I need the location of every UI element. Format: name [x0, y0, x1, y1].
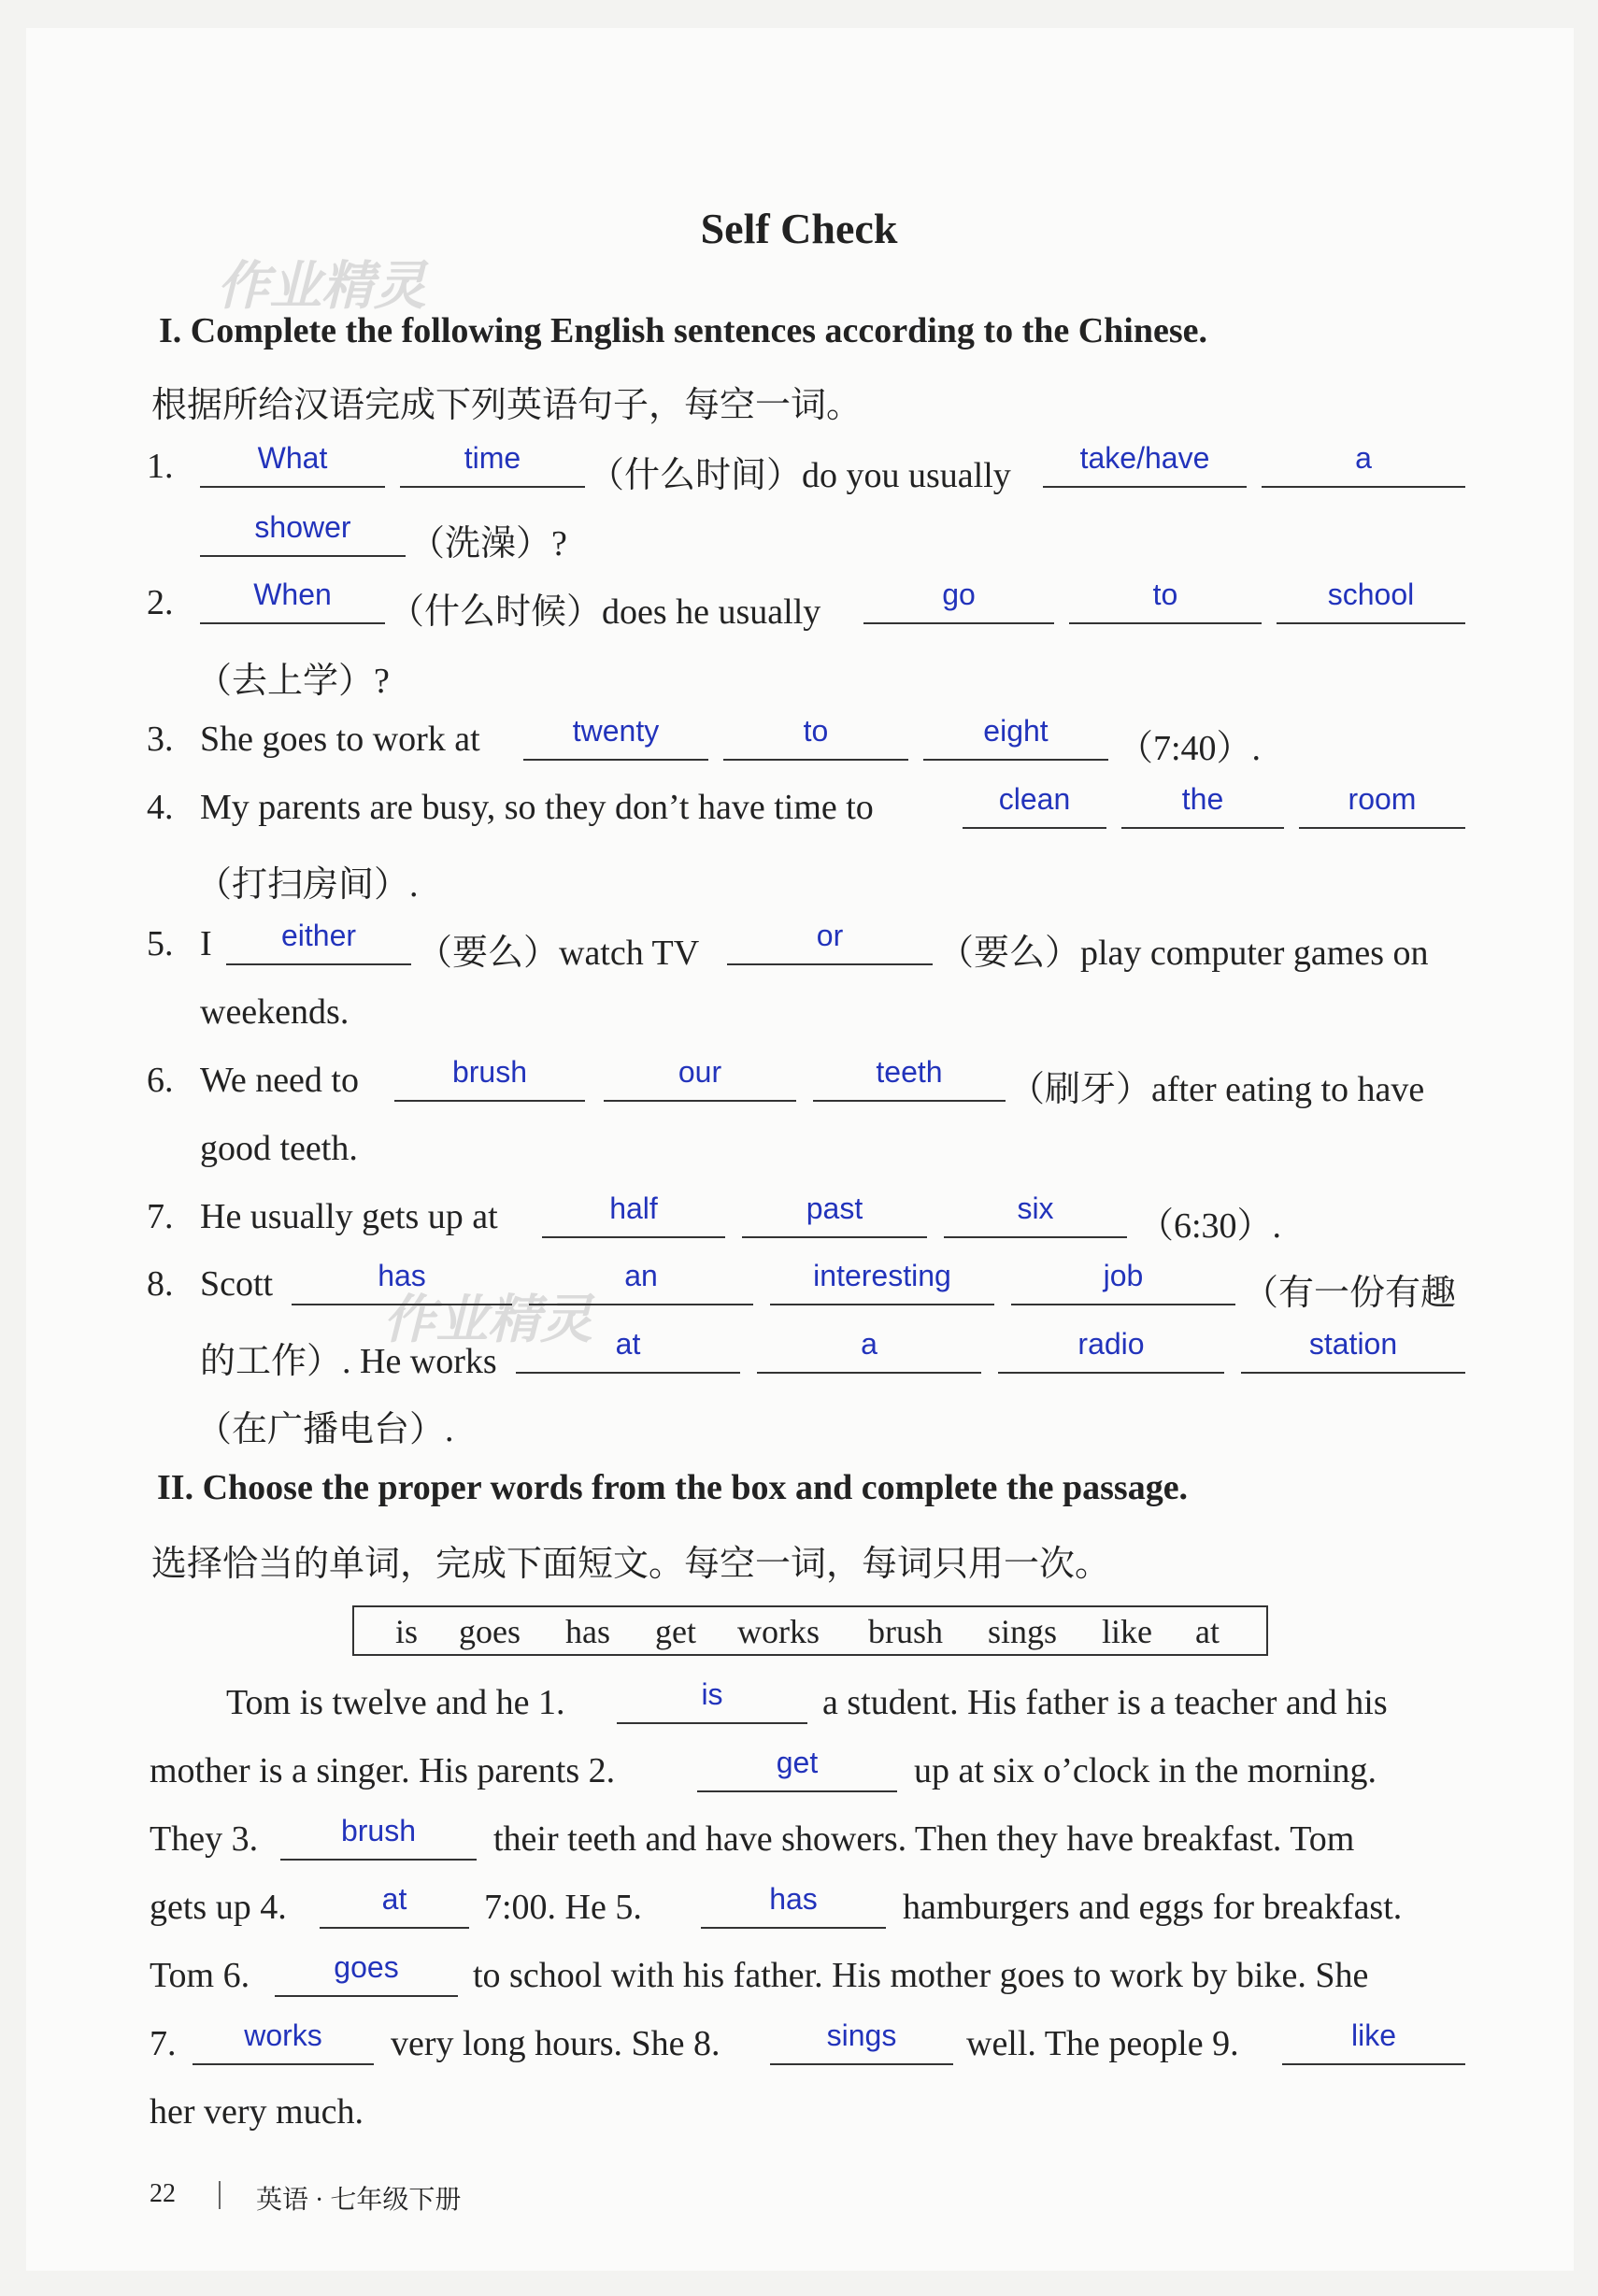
q5-number: 5. [147, 924, 174, 963]
q2-blank-4 [1277, 622, 1465, 624]
q7-text-2: （6:30）. [1138, 1206, 1282, 1246]
box-word: is [395, 1613, 419, 1650]
page-title: Self Check [700, 205, 898, 252]
passage-answer-6: goes [334, 1950, 399, 1984]
q6-text-1: We need to [200, 1061, 359, 1100]
q8-answer-5: at [615, 1327, 641, 1361]
q8-answer-4: job [1103, 1259, 1144, 1292]
q2-answer-4: school [1327, 578, 1415, 611]
passage-line-6c: well. The people 9. [966, 2024, 1239, 2063]
q7-blank-2 [742, 1236, 927, 1238]
passage-answer-5: has [769, 1882, 818, 1916]
q1-answer-5: shower [254, 510, 351, 544]
q6-text-3: good teeth. [200, 1129, 358, 1168]
q6-answer-1: brush [451, 1055, 528, 1089]
passage-line-2a: mother is a singer. His parents 2. [150, 1751, 616, 1790]
q4-answer-3: room [1348, 782, 1417, 816]
passage-blank-4 [320, 1927, 469, 1929]
passage-answer-7: works [244, 2018, 322, 2052]
passage-blank-9 [1282, 2063, 1465, 2065]
q5-text-2: （要么）watch TV [417, 934, 700, 973]
q1-answer-2: time [464, 441, 521, 475]
q8-text-4: （在广播电台）. [196, 1410, 454, 1449]
q6-blank-2 [604, 1100, 796, 1102]
passage-blank-2 [697, 1790, 897, 1792]
q3-text-2: （7:40）. [1118, 729, 1262, 768]
q5-blank-1 [226, 963, 411, 965]
q1-blank-4 [1262, 486, 1465, 488]
box-word: like [1102, 1613, 1152, 1650]
q8-blank-8 [1241, 1372, 1465, 1374]
page-number: 22 [150, 2179, 176, 2208]
q1-answer-4: a [1355, 441, 1372, 475]
passage-answer-3: brush [340, 1814, 417, 1847]
passage-blank-1 [617, 1722, 807, 1724]
passage-line-3b: their teeth and have showers. Then they have breakfast. Tom [493, 1819, 1355, 1859]
q1-number: 1. [147, 447, 174, 486]
word-box [352, 1605, 1268, 1656]
q6-number: 6. [147, 1061, 174, 1100]
footer-divider [219, 2181, 221, 2209]
q7-answer-1: half [609, 1191, 658, 1225]
q3-number: 3. [147, 720, 174, 759]
q4-answer-1: clean [998, 782, 1071, 816]
q1-answer-1: What [257, 441, 328, 475]
box-word: at [1195, 1613, 1220, 1650]
q4-blank-2 [1121, 827, 1284, 829]
box-word: has [565, 1613, 610, 1650]
passage-line-5a: Tom 6. [150, 1956, 250, 1995]
q8-answer-8: station [1308, 1327, 1398, 1361]
q8-answer-6: a [861, 1327, 877, 1361]
book-title: 英语 · 七年级下册 [256, 2186, 462, 2215]
q8-answer-3: interesting [813, 1259, 951, 1292]
passage-line-5b: to school with his father. His mother goes to work by bike. She [473, 1956, 1369, 1995]
q1-blank-5 [200, 555, 406, 557]
q1-text-1: （什么时间）do you usually [589, 456, 1011, 495]
q8-number: 8. [147, 1264, 174, 1304]
q3-blank-1 [523, 759, 708, 761]
q1-answer-3: take/have [1079, 441, 1210, 475]
box-word: works [737, 1613, 820, 1650]
q2-answer-2: go [942, 578, 976, 611]
q4-blank-1 [963, 827, 1106, 829]
passage-line-7: her very much. [150, 2092, 364, 2132]
q2-text-2: （去上学）? [196, 662, 390, 701]
q2-answer-3: to [1152, 578, 1178, 611]
q8-blank-5 [516, 1372, 740, 1374]
q8-blank-4 [1011, 1304, 1235, 1305]
passage-line-4b: 7:00. He 5. [484, 1888, 642, 1927]
q3-blank-2 [723, 759, 908, 761]
q3-answer-1: twenty [572, 714, 660, 748]
q3-answer-2: to [803, 714, 829, 748]
q5-text-4: weekends. [200, 992, 350, 1032]
q7-blank-1 [542, 1236, 725, 1238]
q8-text-3: 的工作）. He works [200, 1342, 497, 1381]
q8-text-2: （有一份有趣 [1243, 1274, 1457, 1313]
q6-answer-3: teeth [876, 1055, 943, 1089]
passage-line-4a: gets up 4. [150, 1888, 287, 1927]
section2-instruction: 选择恰当的单词，完成下面短文。每空一词，每词只用一次。 [151, 1545, 1111, 1584]
q6-text-2: （刷牙）after eating to have [1009, 1070, 1425, 1109]
passage-line-6b: very long hours. She 8. [391, 2024, 721, 2063]
q1-blank-2 [400, 486, 585, 488]
q7-number: 7. [147, 1197, 174, 1236]
q5-answer-2: or [816, 919, 844, 952]
q2-blank-2 [863, 622, 1054, 624]
q1-text-2: （洗澡）? [409, 524, 567, 563]
watermark-middle: 作业精灵 [383, 1290, 592, 1350]
q7-answer-3: six [1017, 1191, 1054, 1225]
passage-blank-6 [275, 1995, 458, 1997]
q5-answer-1: either [280, 919, 357, 952]
q4-number: 4. [147, 788, 174, 827]
passage-line-2b: up at six o’clock in the morning. [914, 1751, 1377, 1790]
passage-line-3a: They 3. [150, 1819, 259, 1859]
q4-answer-2: the [1181, 782, 1224, 816]
q8-answer-1: has [378, 1259, 426, 1292]
q1-blank-3 [1043, 486, 1247, 488]
q2-number: 2. [147, 583, 174, 622]
q6-blank-1 [394, 1100, 585, 1102]
q4-text-2: （打扫房间）. [196, 865, 419, 905]
passage-blank-8 [770, 2063, 953, 2065]
q7-text-1: He usually gets up at [200, 1197, 498, 1236]
q4-text-1: My parents are busy, so they don’t have time to [200, 788, 874, 827]
box-word: goes [459, 1613, 521, 1650]
q5-text-1: I [200, 924, 212, 963]
q8-blank-6 [757, 1372, 981, 1374]
q2-blank-3 [1069, 622, 1262, 624]
passage-line-6a: 7. [150, 2024, 177, 2063]
q8-blank-7 [998, 1372, 1224, 1374]
section1-instruction: 根据所给汉语完成下列英语句子，每空一词。 [151, 386, 863, 425]
q8-answer-2: an [624, 1259, 658, 1292]
passage-answer-4: at [381, 1882, 407, 1916]
q5-text-3: （要么）play computer games on [938, 934, 1429, 973]
passage-answer-9: like [1350, 2018, 1396, 2052]
q4-blank-3 [1299, 827, 1465, 829]
q2-blank-1 [200, 622, 385, 624]
q8-blank-3 [770, 1304, 994, 1305]
q8-blank-2 [529, 1304, 753, 1305]
q3-text-1: She goes to work at [200, 720, 480, 759]
section1-heading: I. Complete the following English sentences according to the Chinese. [159, 311, 1208, 350]
box-word: brush [868, 1613, 943, 1650]
passage-blank-5 [701, 1927, 886, 1929]
q8-blank-1 [292, 1304, 512, 1305]
passage-line-1a: Tom is twelve and he 1. [226, 1683, 565, 1722]
q1-blank-1 [200, 486, 385, 488]
box-word: sings [988, 1613, 1058, 1650]
q2-text-1: （什么时候）does he usually [389, 592, 821, 632]
section2-heading: II. Choose the proper words from the box and complete the passage. [157, 1468, 1189, 1507]
box-word: get [655, 1613, 696, 1650]
q8-answer-7: radio [1077, 1327, 1145, 1361]
passage-answer-1: is [701, 1677, 723, 1711]
q7-answer-2: past [806, 1191, 863, 1225]
passage-line-1b: a student. His father is a teacher and his [822, 1683, 1388, 1722]
watermark-top: 作业精灵 [217, 256, 426, 317]
q7-blank-3 [944, 1236, 1127, 1238]
q3-blank-3 [923, 759, 1108, 761]
q2-answer-1: When [253, 578, 332, 611]
passage-answer-2: get [776, 1746, 819, 1779]
q5-blank-2 [727, 963, 933, 965]
q8-text-1: Scott [200, 1264, 274, 1304]
q6-blank-3 [813, 1100, 1006, 1102]
passage-blank-3 [280, 1859, 477, 1861]
q6-answer-2: our [678, 1055, 722, 1089]
q3-answer-3: eight [983, 714, 1049, 748]
passage-blank-7 [193, 2063, 374, 2065]
passage-line-4c: hamburgers and eggs for breakfast. [903, 1888, 1403, 1927]
passage-answer-8: sings [826, 2018, 897, 2052]
